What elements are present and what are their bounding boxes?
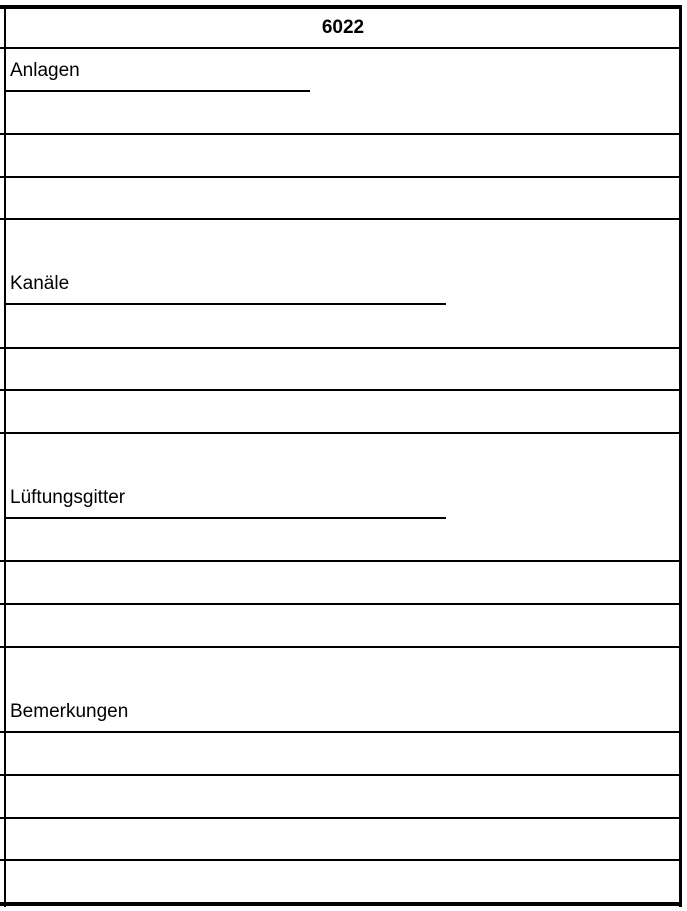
row-divider	[0, 774, 681, 776]
bottom-border	[0, 902, 681, 906]
row-divider	[0, 347, 681, 349]
section-underline-kanaele	[5, 303, 446, 305]
section-label-kanaele: Kanäle	[10, 273, 70, 294]
section-label-bemerkungen: Bemerkungen	[10, 701, 129, 722]
row-divider	[0, 603, 681, 605]
section-label-lueftungsgitter: Lüftungsgitter	[10, 487, 126, 508]
row-divider	[0, 176, 681, 178]
form-header-number: 6022	[321, 17, 365, 38]
row-divider	[0, 859, 681, 861]
section-underline-lueftungsgitter	[5, 517, 446, 519]
row-divider	[0, 731, 681, 733]
row-divider	[0, 133, 681, 135]
right-border	[679, 5, 682, 907]
row-divider	[0, 432, 681, 434]
row-divider	[0, 218, 681, 220]
row-divider	[0, 646, 681, 648]
row-divider	[0, 389, 681, 391]
row-divider	[0, 560, 681, 562]
section-label-anlagen: Anlagen	[10, 60, 80, 81]
section-underline-anlagen	[5, 90, 310, 92]
row-divider	[0, 47, 681, 49]
left-border	[4, 5, 6, 907]
row-divider	[0, 817, 681, 819]
